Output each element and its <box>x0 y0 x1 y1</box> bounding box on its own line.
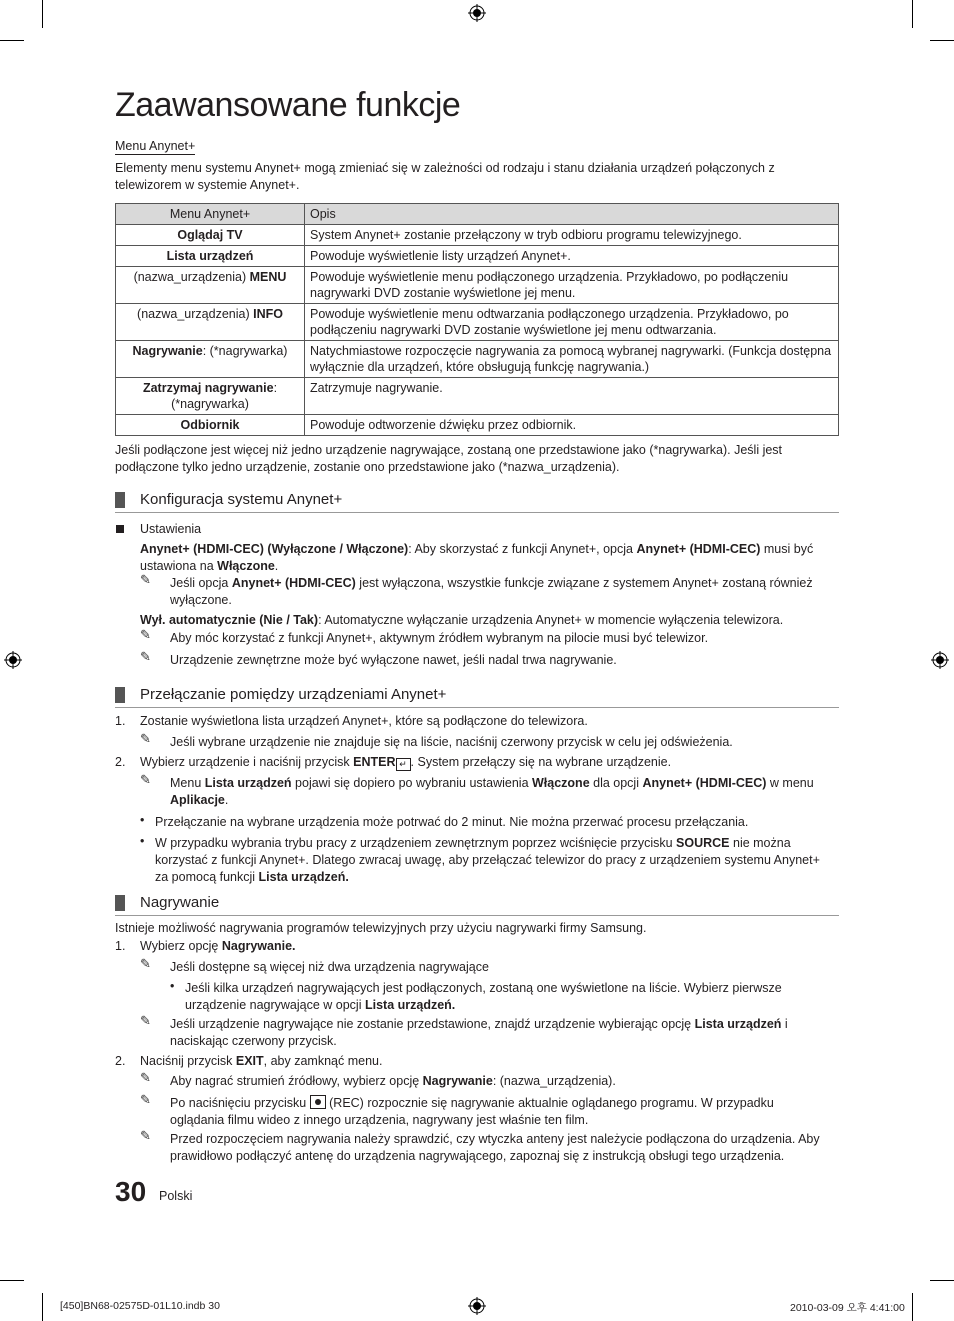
note-text <box>170 1073 820 1090</box>
table-cell-menu <box>116 246 305 267</box>
text-span: w menu <box>766 776 814 790</box>
step-text <box>140 938 830 955</box>
step-number: 2. <box>115 1054 126 1068</box>
page-title: Zaawansowane funkcje <box>115 86 461 124</box>
text-span: i naciskając czerwony przycisk. <box>170 1017 788 1048</box>
table-cell-desc: System Anynet+ zostanie przełączony w tryb odbioru programu telewizyjnego. <box>305 225 839 246</box>
bullet-text <box>185 980 830 1014</box>
section-title: Nagrywanie <box>140 894 220 911</box>
bold-span: Lista urządzeń. <box>364 998 456 1012</box>
bold-span: Lista urządzeń <box>166 249 254 263</box>
note-pencil-icon: ✎ <box>140 1092 151 1107</box>
table-cell-desc: Powoduje odtworzenie dźwięku przez odbiornik. <box>305 415 839 436</box>
section-bar <box>115 492 125 508</box>
text-span: (nazwa_urządzenia) <box>133 270 250 284</box>
registration-mark-icon <box>468 4 486 22</box>
note-text: Aby móc korzystać z funkcji Anynet+, aktywnym źródłem wybranym na pilocie musi być telewizor. <box>170 631 709 645</box>
table-row <box>116 378 839 415</box>
table-row <box>116 225 839 246</box>
crop-mark <box>0 1280 24 1281</box>
bullet-dot-icon: • <box>170 979 175 993</box>
text-span: Po naciśnięciu przycisku <box>170 1096 310 1110</box>
crop-mark <box>42 1293 43 1321</box>
crop-mark <box>930 1280 954 1281</box>
table-cell-desc: Natychmiastowe rozpoczęcie nagrywania za pomocą wybranej nagrywarki. (Funkcja dostępna wyłącznie dla urządzeń, które obsługują funkcję nagrywania.) <box>305 341 839 378</box>
text-span: Jeśli opcja <box>170 576 232 590</box>
section-bar <box>115 687 125 703</box>
table-cell-desc: Powoduje wyświetlenie listy urządzeń Anynet+. <box>305 246 839 267</box>
section-title: Konfiguracja systemu Anynet+ <box>140 491 343 508</box>
bullet-text <box>155 835 830 886</box>
bold-span: Aplikacje <box>170 793 225 807</box>
text-span: . System przełączy się na wybrane urządzenie. <box>410 755 672 769</box>
text-span: : (*nagrywarka) <box>171 381 278 411</box>
section-heading <box>115 685 839 708</box>
crop-mark <box>912 0 913 28</box>
table-cell-menu <box>116 304 305 341</box>
note-text: Przed rozpoczęciem nagrywania należy sprawdzić, czy wtyczka anteny jest należycie podłączona do urządzenia. Aby prawidłowo podłączyć antenę do urządzenia nagrywającego, zapoznaj się z instrukcją obsługi tego urządzenia. <box>170 1132 820 1163</box>
bullet-dot-icon: • <box>140 834 145 848</box>
text-span: nie można korzystać z funkcji Anynet+. Dlatego zwracaj uwagę, aby przełączać telewizor do pracy z urządzeniem systemu Anynet+ za pomocą funkcji <box>155 836 820 884</box>
text-span: Naciśnij przycisk <box>140 1054 236 1068</box>
text-span: : (nazwa_urządzenia). <box>492 1074 616 1088</box>
text-span: . <box>224 793 229 807</box>
settings-label: Ustawienia <box>140 522 202 536</box>
section-intro: Istnieje możliwość nagrywania programów telewizyjnych przy użyciu nagrywarki firmy Samsung. <box>115 921 647 935</box>
note-pencil-icon: ✎ <box>140 772 151 787</box>
text-span: (REC) rozpocznie się nagrywanie aktualnie oglądanego programu. W przypadku oglądania filmu wideo z innego urządzenia, nagrywany jest właśnie ten film. <box>170 1096 774 1127</box>
text-span: Menu <box>170 776 205 790</box>
bullet-text: Przełączanie na wybrane urządzenia może potrwać do 2 minut. Nie można przerwać procesu przełączania. <box>155 815 749 829</box>
registration-mark-icon <box>468 1297 486 1315</box>
text-span: Jeśli urządzenie nagrywające nie zostanie przedstawione, znajdź urządzenie wybierając opcję <box>170 1017 695 1031</box>
section-heading <box>115 893 839 916</box>
table-cell-desc: Zatrzymuje nagrywanie. <box>305 378 839 415</box>
menu-anynet-heading: Menu Anynet+ <box>115 139 196 153</box>
footer-file-info: [450]BN68-02575D-01L10.indb 30 <box>60 1300 220 1312</box>
crop-mark <box>912 1293 913 1321</box>
section-bar <box>115 895 125 911</box>
registration-mark-icon <box>4 651 22 669</box>
bold-span: Włączone <box>532 776 590 790</box>
step-number: 1. <box>115 939 126 953</box>
note-pencil-icon: ✎ <box>140 956 151 971</box>
bold-span: Lista urządzeń <box>694 1017 782 1031</box>
option-text <box>140 541 830 575</box>
option-text <box>140 612 830 629</box>
enter-icon: ↵ <box>396 758 411 771</box>
note-pencil-icon: ✎ <box>140 1070 151 1085</box>
option-name: Anynet+ (HDMI-CEC) (Wyłączone / Włączone) <box>140 542 409 556</box>
step-number: 2. <box>115 755 126 769</box>
table-header-menu: Menu Anynet+ <box>116 204 305 225</box>
note-text: Jeśli dostępne są więcej niż dwa urządzenia nagrywające <box>170 960 489 974</box>
text-span: . <box>274 559 279 573</box>
crop-mark <box>930 40 954 41</box>
text-span: pojawi się dopiero po wybraniu ustawienia <box>291 776 532 790</box>
text-span: Jeśli kilka urządzeń nagrywających jest podłączonych, zostaną one wyświetlone na liście. Wybierz pierwsze urządzenie nagrywające w opcji <box>185 981 782 1012</box>
bold-span: Anynet+ (HDMI-CEC) <box>231 576 356 590</box>
anynet-menu-table <box>115 203 839 436</box>
text-span: jest wyłączona, wszystkie funkcje związane z systemem Anynet+ zostaną również wyłączone. <box>170 576 813 607</box>
bold-span: Nagrywanie <box>132 344 203 358</box>
option-name: Wył. automatycznie (Nie / Tak) <box>140 613 319 627</box>
bold-span: SOURCE <box>676 836 730 850</box>
crop-mark <box>0 40 24 41</box>
note-pencil-icon: ✎ <box>140 649 151 664</box>
table-header-desc: Opis <box>305 204 839 225</box>
bold-span: Nagrywanie <box>422 1074 493 1088</box>
page-language: Polski <box>159 1189 193 1203</box>
table-cell-menu <box>116 225 305 246</box>
bold-span: Nagrywanie. <box>221 939 296 953</box>
bold-span: Zatrzymaj nagrywanie <box>142 381 274 395</box>
text-span: , aby zamknąć menu. <box>263 1054 383 1068</box>
bold-span: Anynet+ (HDMI-CEC) <box>636 542 761 556</box>
bold-span: Anynet+ (HDMI-CEC) <box>642 776 767 790</box>
bold-span: EXIT <box>235 1054 264 1068</box>
table-cell-menu <box>116 378 305 415</box>
table-cell-menu <box>116 341 305 378</box>
note-pencil-icon: ✎ <box>140 572 151 587</box>
bold-span: Włączone <box>217 559 275 573</box>
footer-timestamp: 2010-03-09 오후 4:41:00 <box>790 1302 905 1314</box>
step-text: Zostanie wyświetlona lista urządzeń Anynet+, które są podłączone do telewizora. <box>140 714 588 728</box>
note-text <box>170 1095 825 1129</box>
bold-span: Lista urządzeń <box>204 776 292 790</box>
step-number: 1. <box>115 714 126 728</box>
note-pencil-icon: ✎ <box>140 627 151 642</box>
table-cell-menu <box>116 415 305 436</box>
note-text: Jeśli wybrane urządzenie nie znajduje się na liście, naciśnij czerwony przycisk w celu jej odświeżenia. <box>170 735 733 749</box>
note-text <box>170 775 820 809</box>
after-table-text: Jeśli podłączone jest więcej niż jedno urządzenie nagrywające, zostaną one przedstawione jako (*nagrywarka). Jeśli jest podłączone tylko jedno urządzenie, zostanie ono przedstawione jako (*nazwa_urządzenia). <box>115 443 783 474</box>
step-text <box>140 1053 830 1070</box>
text-span: dla opcji <box>589 776 643 790</box>
square-bullet-icon <box>116 525 124 533</box>
bullet-dot-icon: • <box>140 813 145 827</box>
note-pencil-icon: ✎ <box>140 731 151 746</box>
table-row <box>116 341 839 378</box>
table-cell-desc: Powoduje wyświetlenie menu podłączonego urządzenia. Przykładowo, po podłączeniu nagrywarki DVD zostanie wyświetlone jej menu. <box>305 267 839 304</box>
bold-span: ENTER <box>353 755 396 769</box>
bold-span: Oglądaj TV <box>177 228 243 242</box>
text-span: W przypadku wybrania trybu pracy z urządzeniem zewnętrznym poprzez wciśnięcie przycisku <box>155 836 677 850</box>
note-text <box>170 575 820 609</box>
text-span: Wybierz opcję <box>140 939 222 953</box>
text-span: : Automatyczne wyłączanie urządzenia Anynet+ w momencie wyłączenia telewizora. <box>318 613 784 627</box>
note-pencil-icon: ✎ <box>140 1013 151 1028</box>
bold-span: Lista urządzeń. <box>258 870 349 884</box>
table-row <box>116 304 839 341</box>
table-cell-menu <box>116 267 305 304</box>
bold-span: Odbiornik <box>180 418 240 432</box>
note-pencil-icon: ✎ <box>140 1128 151 1143</box>
text-span: musi być ustawiona na <box>140 542 814 573</box>
page-number: 30 <box>115 1176 147 1207</box>
bold-span: MENU <box>249 270 287 284</box>
table-row <box>116 267 839 304</box>
crop-mark <box>42 0 43 28</box>
text-span: : (*nagrywarka) <box>202 344 288 358</box>
rec-button-icon <box>310 1095 326 1109</box>
step-text <box>140 754 830 771</box>
section-title: Przełączanie pomiędzy urządzeniami Anynet+ <box>140 686 447 703</box>
text-span: Aby nagrać strumień źródłowy, wybierz opcję <box>170 1074 423 1088</box>
note-text <box>170 1016 825 1050</box>
text-span: (nazwa_urządzenia) <box>137 307 254 321</box>
table-header-row <box>116 204 839 225</box>
section-heading <box>115 490 839 513</box>
intro-text: Elementy menu systemu Anynet+ mogą zmieniać się w zależności od rodzaju i stanu działania urządzeń połączonych z telewizorem w systemie Anynet+. <box>115 161 775 192</box>
bold-span: INFO <box>253 307 283 321</box>
table-cell-desc: Powoduje wyświetlenie menu odtwarzania podłączonego urządzenia. Przykładowo, po podłączeniu nagrywarki DVD zostanie wyświetlone jej menu odtwarzania. <box>305 304 839 341</box>
text-span: : Aby skorzystać z funkcji Anynet+, opcja <box>408 542 637 556</box>
registration-mark-icon <box>931 651 949 669</box>
text-span: Wybierz urządzenie i naciśnij przycisk <box>140 755 354 769</box>
note-text: Urządzenie zewnętrzne może być wyłączone nawet, jeśli nadal trwa nagrywanie. <box>170 653 617 667</box>
table-row <box>116 415 839 436</box>
table-row <box>116 246 839 267</box>
